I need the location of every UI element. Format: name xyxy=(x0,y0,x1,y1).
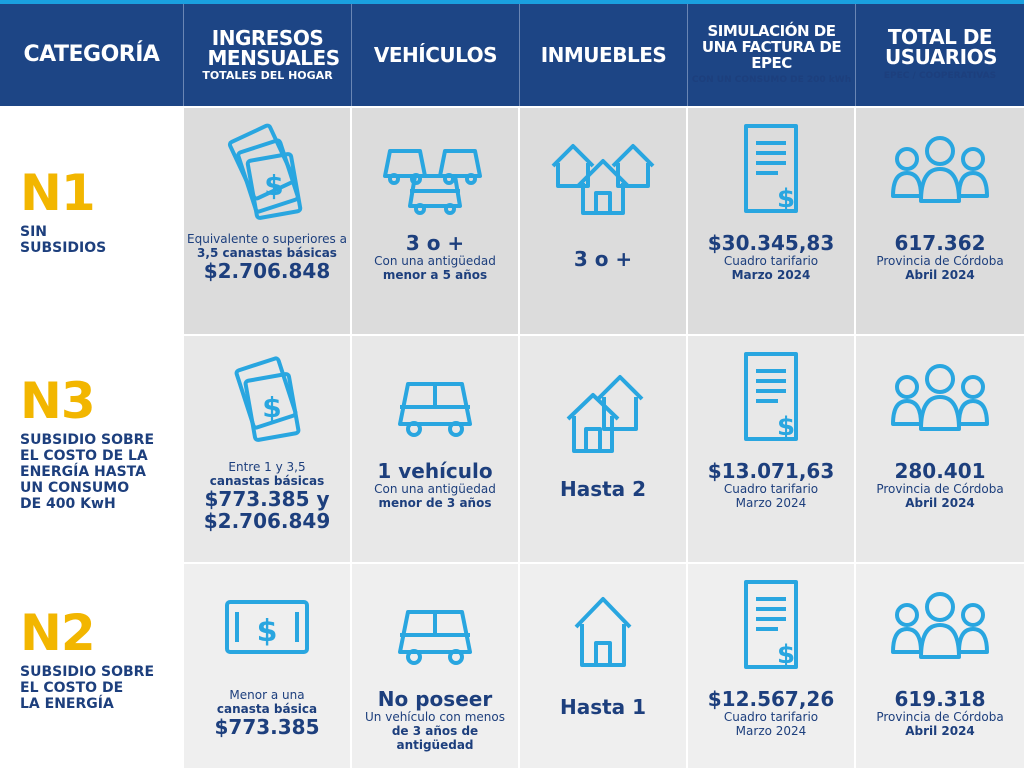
table-row xyxy=(0,108,1024,334)
vehiculos-line2: de 3 años de antigüedad xyxy=(391,724,479,752)
vehiculos-line1: Con una antigüedad xyxy=(374,254,496,268)
vehiculos-value: 3 o + xyxy=(405,231,465,255)
header-usuarios-label: TOTAL DE USUARIOS xyxy=(885,25,997,69)
header-usuarios-sub: EPEC / COOPERATIVAS xyxy=(883,71,997,81)
vehiculos-line2: menor a 5 años xyxy=(382,268,488,282)
svg-text:$: $ xyxy=(264,169,284,202)
category-desc: SUBSIDIO SOBRE EL COSTO DE LA ENERGÍA xyxy=(20,664,155,712)
ingresos-line1: Equivalente o superiores a xyxy=(187,232,347,246)
usuarios-line1: Provincia de Córdoba xyxy=(876,710,1004,724)
header-vehiculos xyxy=(352,4,520,106)
factura-line1: Cuadro tarifario xyxy=(723,254,819,268)
category-code: N3 xyxy=(20,372,95,430)
car-icon xyxy=(375,344,495,454)
header-categoria xyxy=(0,4,184,106)
vehiculos-cell xyxy=(352,336,520,562)
category-cell xyxy=(0,108,184,334)
usuarios-cell xyxy=(856,108,1024,334)
usuarios-line1: Provincia de Córdoba xyxy=(876,482,1004,496)
svg-text:$: $ xyxy=(262,391,282,424)
ingresos-line2: canastas básicas xyxy=(209,474,325,488)
factura-line1: Cuadro tarifario xyxy=(723,482,819,496)
ingresos-value-2: $2.706.849 xyxy=(203,509,331,533)
inmuebles-cell xyxy=(520,108,688,334)
vehiculos-line1: Con una antigüedad xyxy=(374,482,496,496)
factura-cell xyxy=(688,108,856,334)
users-icon xyxy=(880,116,1000,226)
bill-icon xyxy=(711,116,831,226)
factura-line2: Marzo 2024 xyxy=(735,496,807,510)
usuarios-line2: Abril 2024 xyxy=(905,268,975,282)
usuarios-value: 619.318 xyxy=(894,687,986,711)
car-icon xyxy=(375,116,495,226)
factura-line2: Marzo 2024 xyxy=(731,268,811,282)
house-icon xyxy=(543,116,663,226)
ingresos-value: $773.385 y xyxy=(204,487,330,511)
inmuebles-value: Hasta 2 xyxy=(559,477,647,501)
header-factura xyxy=(688,4,856,106)
category-desc: SIN SUBSIDIOS xyxy=(20,224,107,256)
car-icon xyxy=(375,572,495,682)
inmuebles-value: Hasta 1 xyxy=(559,695,647,719)
ingresos-cell xyxy=(184,564,352,768)
table-row xyxy=(0,564,1024,768)
factura-line2: Marzo 2024 xyxy=(735,724,807,738)
inmuebles-value: 3 o + xyxy=(573,247,633,271)
svg-text:$: $ xyxy=(256,614,278,649)
house-icon xyxy=(543,354,663,464)
header-factura-sub: CON UN CONSUMO DE 200 kWh xyxy=(691,75,852,85)
header-ingresos xyxy=(184,4,352,106)
header-categoria-label: CATEGORÍA xyxy=(23,42,160,67)
ingresos-line1: Menor a una xyxy=(229,688,305,702)
users-icon xyxy=(880,344,1000,454)
category-cell xyxy=(0,336,184,562)
category-desc: SUBSIDIO SOBRE EL COSTO DE LA ENERGÍA HASTA UN CONSUMO DE 400 KwH xyxy=(20,432,155,512)
ingresos-line2: 3,5 canastas básicas xyxy=(197,246,337,260)
vehiculos-cell xyxy=(352,564,520,768)
ingresos-line1: Entre 1 y 3,5 xyxy=(228,460,306,474)
category-code: N1 xyxy=(20,164,95,222)
money-icon xyxy=(207,344,327,454)
factura-cell xyxy=(688,564,856,768)
ingresos-value: $773.385 xyxy=(214,715,320,739)
vehiculos-line2: menor de 3 años xyxy=(378,496,492,510)
factura-cell xyxy=(688,336,856,562)
header-inmuebles-label: INMUEBLES xyxy=(540,43,667,67)
category-code: N2 xyxy=(20,604,95,662)
ingresos-cell xyxy=(184,336,352,562)
category-cell xyxy=(0,564,184,768)
money-icon xyxy=(207,116,327,226)
factura-value: $12.567,26 xyxy=(707,687,835,711)
usuarios-line2: Abril 2024 xyxy=(905,724,975,738)
inmuebles-cell xyxy=(520,336,688,562)
vehiculos-value: 1 vehículo xyxy=(377,459,493,483)
factura-value: $13.071,63 xyxy=(707,459,835,483)
svg-text:$: $ xyxy=(776,412,796,442)
usuarios-line1: Provincia de Córdoba xyxy=(876,254,1004,268)
ingresos-line2: canasta básica xyxy=(216,702,318,716)
header-ingresos-sub: TOTALES DEL HOGAR xyxy=(202,69,333,82)
table-row xyxy=(0,336,1024,562)
usuarios-line2: Abril 2024 xyxy=(905,496,975,510)
users-icon xyxy=(880,572,1000,682)
header-ingresos-label: INGRESOS MENSUALES xyxy=(207,26,340,70)
money-icon xyxy=(207,572,327,682)
vehiculos-value: No poseer xyxy=(377,687,493,711)
header-factura-label: SIMULACIÓN DE UNA FACTURA DE EPEC xyxy=(701,22,842,72)
header-usuarios xyxy=(856,4,1024,106)
svg-text:$: $ xyxy=(776,640,796,670)
header-inmuebles xyxy=(520,4,688,106)
bill-icon xyxy=(711,572,831,682)
factura-line1: Cuadro tarifario xyxy=(723,710,819,724)
house-icon xyxy=(543,572,663,682)
table-header xyxy=(0,4,1024,106)
inmuebles-cell xyxy=(520,564,688,768)
factura-value: $30.345,83 xyxy=(707,231,835,255)
vehiculos-cell xyxy=(352,108,520,334)
usuarios-value: 280.401 xyxy=(894,459,986,483)
usuarios-cell xyxy=(856,336,1024,562)
ingresos-cell xyxy=(184,108,352,334)
svg-text:$: $ xyxy=(776,184,796,214)
ingresos-value: $2.706.848 xyxy=(203,259,331,283)
usuarios-value: 617.362 xyxy=(894,231,986,255)
bill-icon xyxy=(711,344,831,454)
usuarios-cell xyxy=(856,564,1024,768)
header-vehiculos-label: VEHÍCULOS xyxy=(373,43,498,67)
vehiculos-line1: Un vehículo con menos xyxy=(365,710,505,724)
